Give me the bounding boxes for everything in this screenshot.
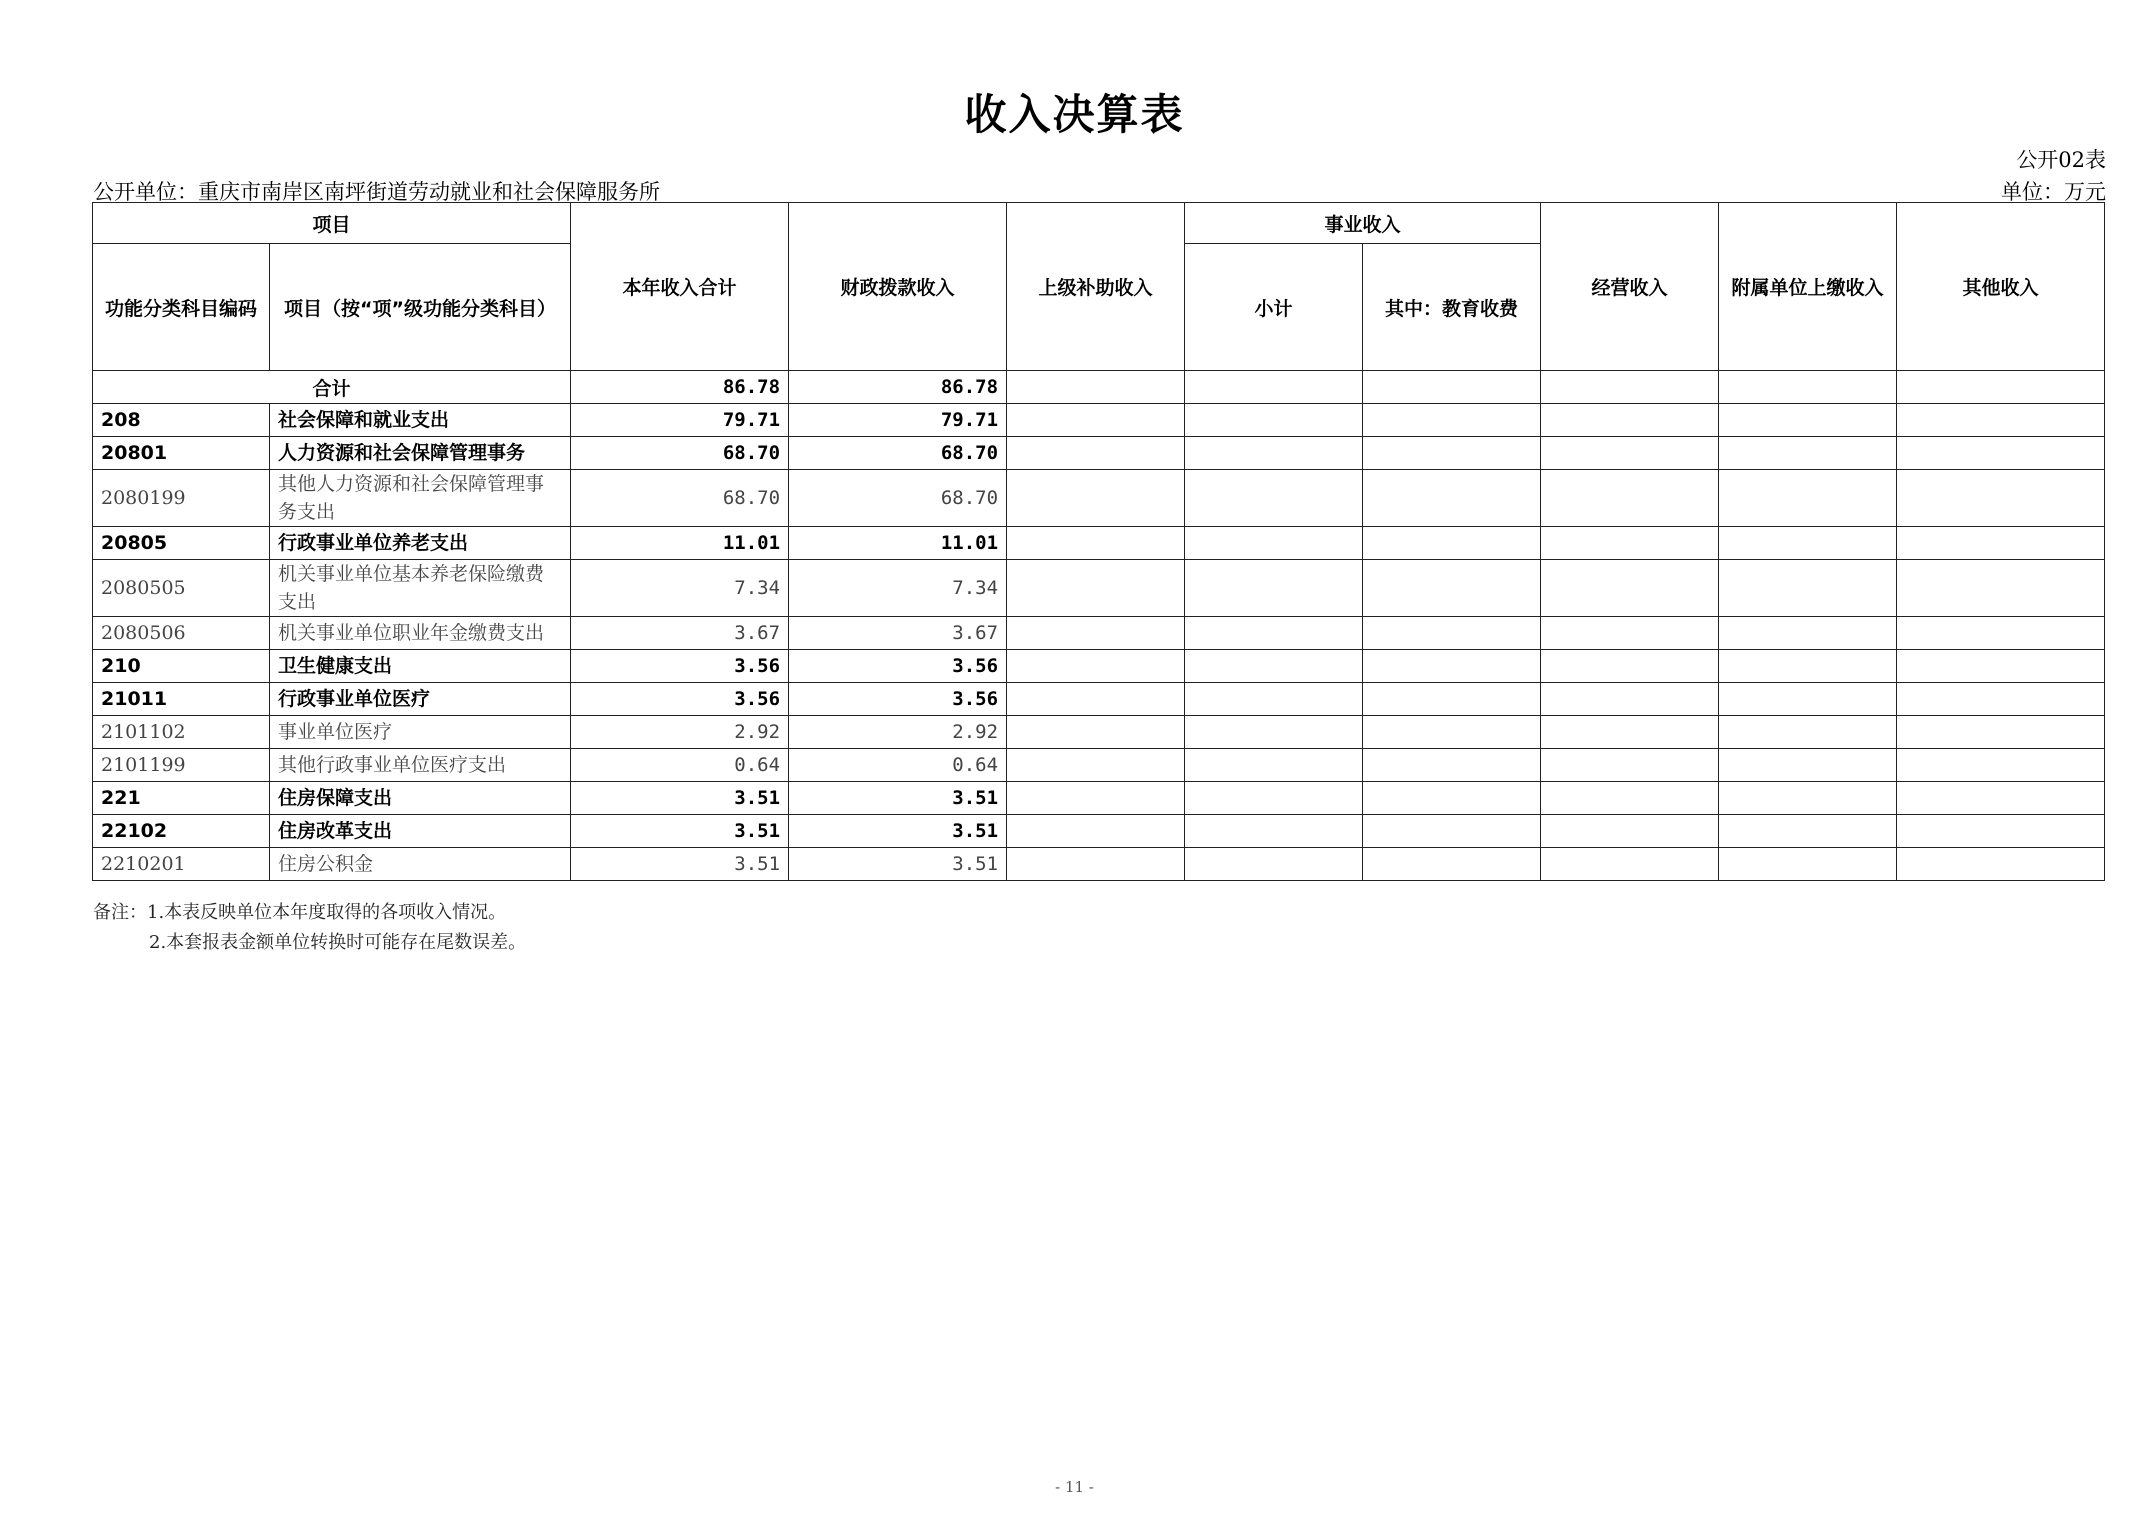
table-row: 2101199 其他行政事业单位医疗支出 0.64 0.64 xyxy=(93,749,2105,782)
table-row: 210 卫生健康支出 3.56 3.56 xyxy=(93,650,2105,683)
table-row-total xyxy=(93,371,2105,404)
table-row: 20801 人力资源和社会保障管理事务 68.70 68.70 xyxy=(93,437,2105,470)
reporting-unit: 公开单位：重庆市南岸区南坪街道劳动就业和社会保障服务所 xyxy=(93,180,660,204)
header-name: 项目（按“项”级功能分类科目） xyxy=(270,244,571,371)
table-row: 221 住房保障支出 3.51 3.51 xyxy=(93,782,2105,815)
page-title: 收入决算表 xyxy=(964,90,1185,139)
income-table xyxy=(92,202,2105,881)
table-row: 2080199 其他人力资源和社会保障管理事务支出 68.70 68.70 xyxy=(93,470,2105,527)
table-row: 2210201 住房公积金 3.51 3.51 xyxy=(93,848,2105,881)
note-2: 2.本套报表金额单位转换时可能存在尾数误差。 xyxy=(149,932,527,953)
total-label: 合计 xyxy=(93,371,571,404)
page-number: - 11 - xyxy=(1055,1478,1094,1496)
header-operating: 经营收入 xyxy=(1541,203,1719,371)
form-number: 公开02表 xyxy=(2016,148,2106,172)
table-row: 2101102 事业单位医疗 2.92 2.92 xyxy=(93,716,2105,749)
table-row: 21011 行政事业单位医疗 3.56 3.56 xyxy=(93,683,2105,716)
header-code: 功能分类科目编码 xyxy=(93,244,270,371)
header-total: 本年收入合计 xyxy=(571,203,789,371)
table-row: 20805 行政事业单位养老支出 11.01 11.01 xyxy=(93,527,2105,560)
header-edu: 其中：教育收费 xyxy=(1363,244,1541,371)
header-business: 事业收入 xyxy=(1185,203,1541,244)
total-fiscal: 86.78 xyxy=(789,371,1007,404)
table-row: 208 社会保障和就业支出 79.71 79.71 xyxy=(93,404,2105,437)
table-row: 22102 住房改革支出 3.51 3.51 xyxy=(93,815,2105,848)
header-superior: 上级补助收入 xyxy=(1007,203,1185,371)
header-affiliated: 附属单位上缴收入 xyxy=(1719,203,1897,371)
header-fiscal: 财政拨款收入 xyxy=(789,203,1007,371)
header-subtotal: 小计 xyxy=(1185,244,1363,371)
table-row: 2080506 机关事业单位职业年金缴费支出 3.67 3.67 xyxy=(93,617,2105,650)
currency-unit: 单位：万元 xyxy=(2001,180,2106,204)
notes xyxy=(93,898,526,958)
header-project: 项目 xyxy=(93,203,571,244)
note-1: 备注：1.本表反映单位本年度取得的各项收入情况。 xyxy=(93,902,507,923)
header-other: 其他收入 xyxy=(1897,203,2105,371)
table-row: 2080505 机关事业单位基本养老保险缴费支出 7.34 7.34 xyxy=(93,560,2105,617)
total-income: 86.78 xyxy=(571,371,789,404)
